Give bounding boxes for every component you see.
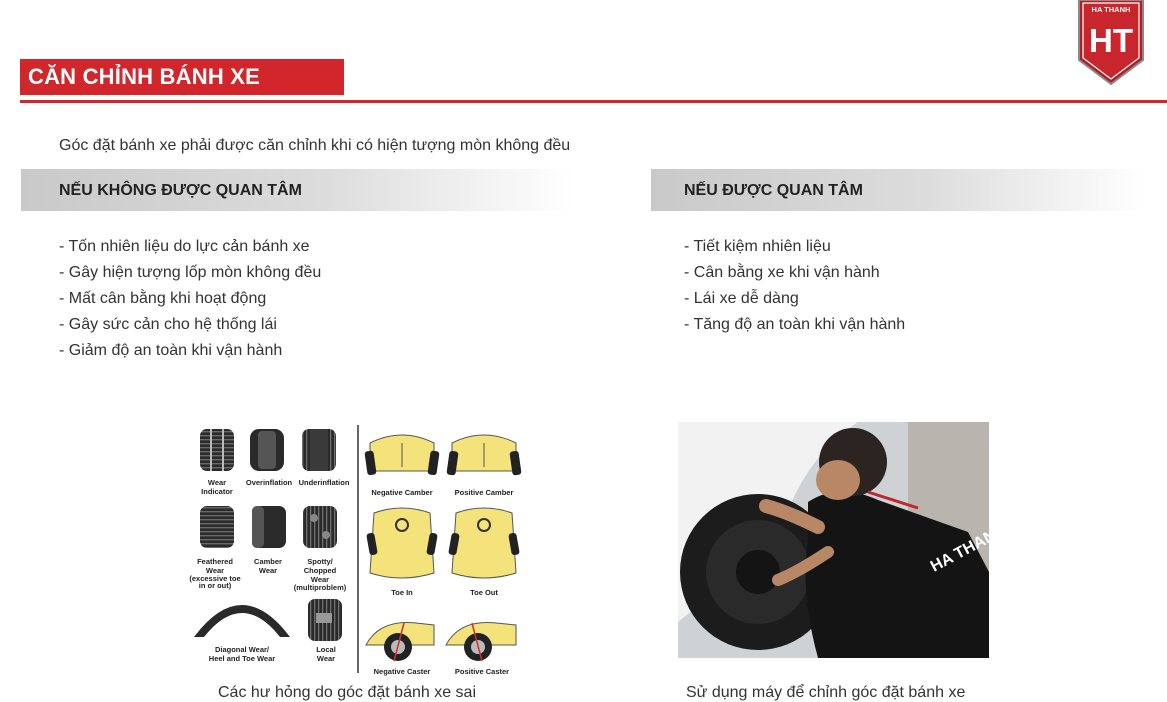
svg-text:Spotty/: Spotty/	[307, 557, 333, 566]
svg-text:in or out): in or out)	[198, 581, 232, 590]
svg-text:Underinflation: Underinflation	[298, 478, 350, 487]
svg-text:Wear: Wear	[205, 566, 225, 575]
svg-text:Negative Caster: Negative Caster	[373, 667, 431, 676]
list-item: - Cân bằng xe khi vận hành	[684, 264, 880, 281]
header-divider	[20, 100, 1167, 103]
ha-thanh-logo	[1076, 0, 1146, 86]
overinflation-tire	[250, 429, 284, 471]
technician-photo	[678, 422, 1010, 658]
svg-text:(multiproblem): (multiproblem)	[293, 583, 347, 592]
underinflation-tire	[302, 429, 336, 471]
diagonal-wear-tire	[194, 605, 290, 637]
negative-caster-wheel	[366, 622, 434, 661]
spotty-wear-tire	[303, 506, 337, 548]
svg-text:Wear: Wear	[207, 478, 227, 487]
intro-text: Góc đặt bánh xe phải được căn chỉnh khi có hiện tượng mòn không đều	[59, 137, 571, 154]
list-item: - Giảm độ an toàn khi vận hành	[59, 342, 283, 359]
svg-text:Camber: Camber	[254, 557, 282, 566]
list-item: - Lái xe dễ dàng	[684, 290, 799, 307]
list-item: - Tốn nhiên liệu do lực cản bánh xe	[59, 238, 310, 255]
list-item: - Gây hiện tượng lốp mòn không đều	[59, 264, 322, 281]
list-item: - Tiết kiệm nhiên liệu	[684, 238, 831, 255]
svg-text:Feathered: Feathered	[197, 557, 233, 566]
svg-text:Wear: Wear	[316, 654, 336, 663]
list-item: - Tăng độ an toàn khi vận hành	[684, 316, 906, 333]
tire-wear-diagram	[190, 423, 520, 679]
negative-camber-car	[364, 435, 439, 475]
svg-text:Toe In: Toe In	[391, 588, 413, 597]
svg-text:Toe Out: Toe Out	[470, 588, 498, 597]
wear-indicator-tire	[200, 429, 234, 471]
list-item: - Gây sức cản cho hệ thống lái	[59, 316, 277, 333]
svg-text:Local: Local	[316, 645, 336, 654]
toe-in-car	[366, 508, 438, 578]
svg-text:Positive Caster: Positive Caster	[454, 667, 510, 676]
svg-text:Indicator: Indicator	[201, 487, 233, 496]
positive-caster-wheel	[446, 622, 516, 661]
left-list	[59, 234, 321, 364]
right-list	[684, 234, 905, 338]
svg-text:Heel and Toe Wear: Heel and Toe Wear	[208, 654, 276, 663]
right-heading: NẾU ĐƯỢC QUAN TÂM	[684, 182, 863, 199]
list-item: - Mất cân bằng khi hoạt động	[59, 290, 267, 307]
svg-text:Positive Camber: Positive Camber	[454, 488, 514, 497]
logo-text: HA THANH	[1091, 5, 1131, 14]
shirt-print: HA THANH	[927, 521, 1010, 576]
svg-text:(excessive toe: (excessive toe	[189, 574, 241, 583]
photo-caption: Sử dụng máy để chỉnh góc đặt bánh xe	[686, 684, 966, 701]
svg-text:Diagonal Wear/: Diagonal Wear/	[214, 645, 270, 654]
positive-camber-car	[446, 435, 521, 476]
feathered-wear-tire	[200, 506, 234, 548]
page-title: CĂN CHỈNH BÁNH XE	[28, 64, 260, 89]
toe-out-car	[448, 508, 520, 578]
svg-text:Negative Camber: Negative Camber	[371, 488, 433, 497]
svg-text:Wear: Wear	[258, 566, 278, 575]
local-wear-tire	[308, 599, 342, 641]
svg-text:Wear: Wear	[310, 575, 330, 584]
camber-wear-tire	[252, 506, 286, 548]
svg-text:Overinflation: Overinflation	[245, 478, 293, 487]
svg-text:Chopped: Chopped	[303, 566, 337, 575]
diagram-caption: Các hư hỏng do góc đặt bánh xe sai	[218, 684, 476, 701]
logo-mark: HT	[1089, 22, 1133, 59]
left-heading: NẾU KHÔNG ĐƯỢC QUAN TÂM	[59, 182, 302, 199]
